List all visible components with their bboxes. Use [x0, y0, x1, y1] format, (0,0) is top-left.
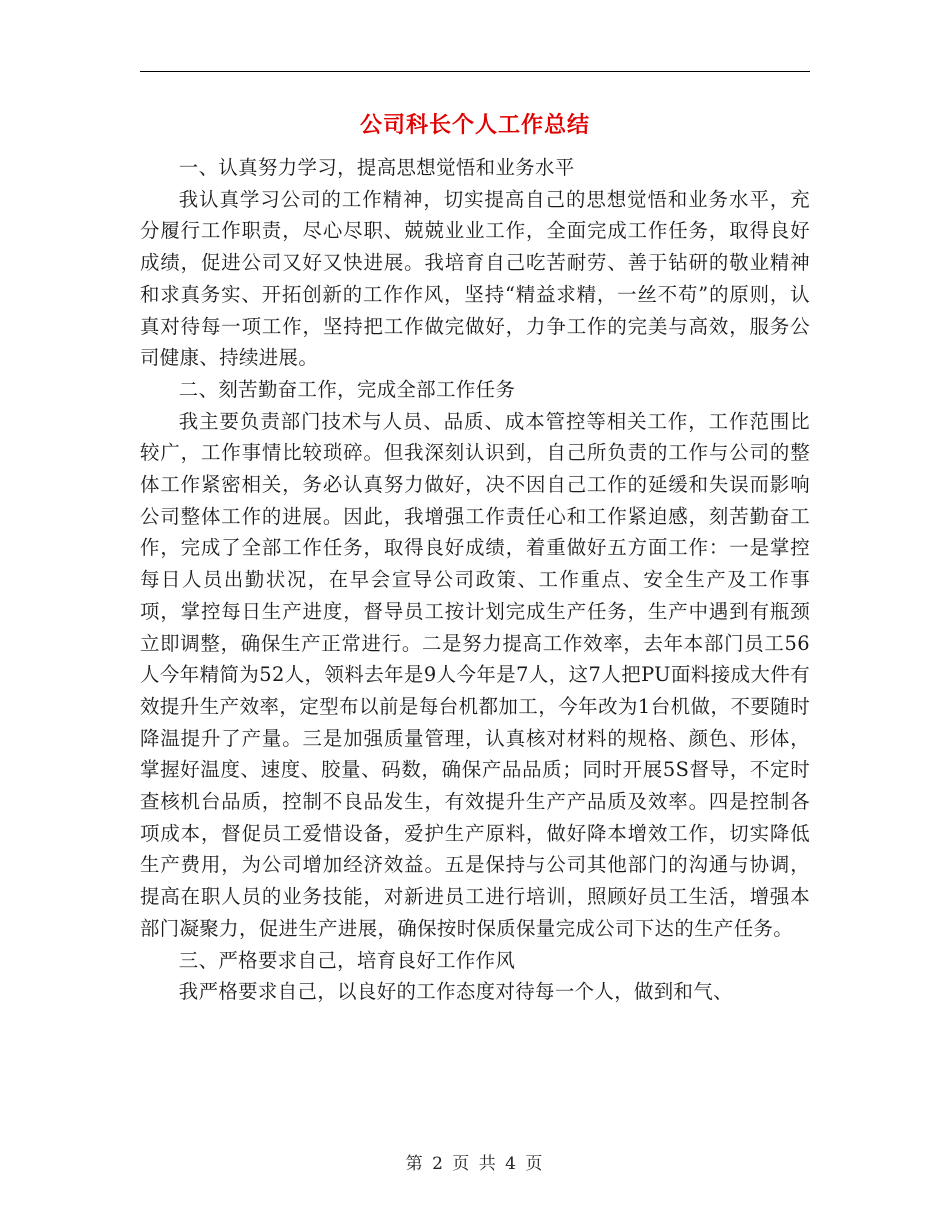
page-number: 第 2 页 共 4 页	[405, 1154, 545, 1174]
document-title: 公司科长个人工作总结	[359, 112, 590, 138]
paragraph-2: 我主要负责部门技术与人员、品质、成本管控等相关工作，工作范围比较广，工作事情比较琐碎。但我深刻认识到，自己所负责的工作与公司的整体工作紧密相关，务必认真努力做好，决不因自己工作的延缓和失误而影响公司整体工作的进展。因此，我增强工作责任心和工作紧迫感，刻苦勤奋工作，完成了全部工作任务，取得良好成绩，着重做好五方面工作：一是掌控每日人员出勤状况，在早会宣导公司政策、工作重点、安全生产及工作事项，掌控每日生产进度，督导员工按计划完成生产任务，生产中遇到有瓶颈立即调整，确保生产正常进行。二是努力提高工作效率，去年本部门员工56人今年精简为52人，领料去年是9人今年是7人，这7人把PU面料接成大件有效提升生产效率，定型布以前是每台机都加工，今年改为1台机做，不要随时降温提升了产量。三是加强质量管理，认真核对材料的规格、颜色、形体，掌握好温度、速度、胶量、码数，确保产品品质；同时开展5S督导，不定时查核机台品质，控制不良品发生，有效提升生产产品质及效率。四是控制各项成本，督促员工爱惜设备，爱护生产原料，做好降本增效工作，切实降低生产费用，为公司增加经济效益。五是保持与公司其他部门的沟通与协调，提高在职人员的业务技能，对新进员工进行培训，照顾好员工生活，增强本部门凝聚力，促进生产进展，确保按时保质保量完成公司下达的生产任务。	[140, 409, 810, 940]
section-heading-1: 一、认真努力学习，提高思想觉悟和业务水平	[178, 156, 575, 179]
header-rule	[140, 71, 810, 72]
paragraph-3: 我严格要求自己，以良好的工作态度对待每一个人，做到和气、	[178, 980, 733, 1004]
document-body	[140, 152, 810, 1008]
paragraph-1: 我认真学习公司的工作精神，切实提高自己的思想觉悟和业务水平，充分履行工作职责，尽心尽职、兢兢业业工作，全面完成工作任务，取得良好成绩，促进公司又好又快进展。我培育自己吃苦耐劳、善于钻研的敬业精神和求真务实、开拓创新的工作作风，坚持“精益求精，一丝不苟”的原则，认真对待每一项工作，坚持把工作做完做好，力争工作的完美与高效，服务公司健康、持续进展。	[140, 187, 810, 370]
section-heading-2: 二、刻苦勤奋工作，完成全部工作任务	[178, 377, 516, 401]
section-heading-3: 三、严格要求自己，培育良好工作作风	[178, 948, 516, 972]
